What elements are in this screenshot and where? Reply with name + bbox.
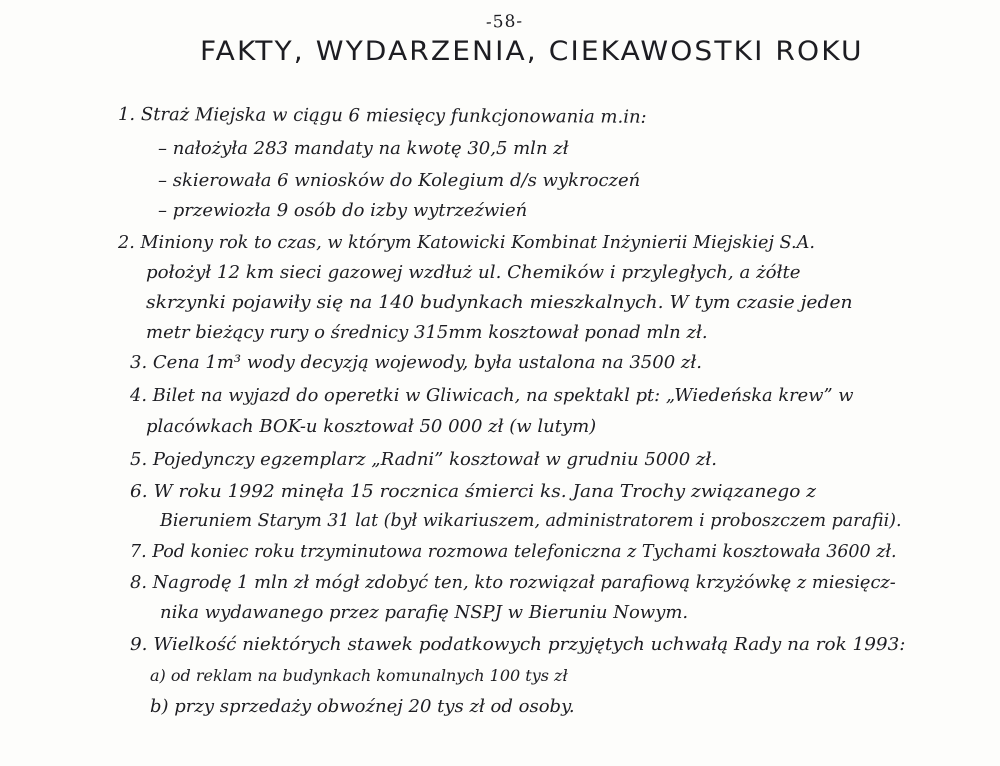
text-line: 9. Wielkość niektórych stawek podatkowych przyjętych uchwałą Rady na rok 1993: [130,634,906,655]
text-line: a) od reklam na budynkach komunalnych 100 tys zł [150,666,568,685]
text-line: 2. Miniony rok to czas, w którym Katowicki Kombinat Inżynierii Miejskiej S.A. [118,232,815,253]
text-line: nika wydawanego przez parafię NSPJ w Bieruniu Nowym. [160,602,689,623]
text-line: – skierowała 6 wniosków do Kolegium d/s wykroczeń [158,170,641,191]
text-line: 4. Bilet na wyjazd do operetki w Gliwicach, na spektakl pt: „Wiedeńska krew” w [130,385,854,406]
text-line: Bieruniem Starym 31 lat (był wikariuszem, administratorem i proboszczem parafii). [160,510,902,531]
text-line: 5. Pojedynczy egzemplarz „Radni” kosztował w grudniu 5000 zł. [130,449,717,470]
page-number: -58- [485,11,524,33]
text-line: 6. W roku 1992 minęła 15 rocznica śmierci ks. Jana Trochy związanego z [130,481,817,502]
text-line: 7. Pod koniec roku trzyminutowa rozmowa telefoniczna z Tychami kosztowała 3600 zł. [130,541,897,562]
text-line: 3. Cena 1m³ wody decyzją wojewody, była ustalona na 3500 zł. [130,352,702,373]
text-line: – nałożyła 283 mandaty na kwotę 30,5 mln zł [158,138,569,159]
text-line: metr bieżący rury o średnicy 315mm kosztował ponad mln zł. [146,322,708,343]
text-line: placówkach BOK-u kosztował 50 000 zł (w lutym) [146,416,597,437]
text-line: skrzynki pojawiły się na 140 budynkach mieszkalnych. W tym czasie jeden [146,292,853,313]
text-line: położył 12 km sieci gazowej wzdłuż ul. Chemików i przyległych, a żółte [146,262,801,283]
text-line: – przewiozła 9 osób do izby wytrzeźwień [158,200,528,221]
text-line: 1. Straż Miejska w ciągu 6 miesięcy funkcjonowania m.in: [117,104,647,128]
page-title: FAKTY, WYDARZENIA, CIEKAWOSTKI ROKU [200,36,864,67]
text-line: b) przy sprzedaży obwoźnej 20 tys zł od osoby. [150,696,575,717]
text-line: 8. Nagrodę 1 mln zł mógł zdobyć ten, kto rozwiązał parafiową krzyżówkę z miesięcz- [130,572,896,593]
